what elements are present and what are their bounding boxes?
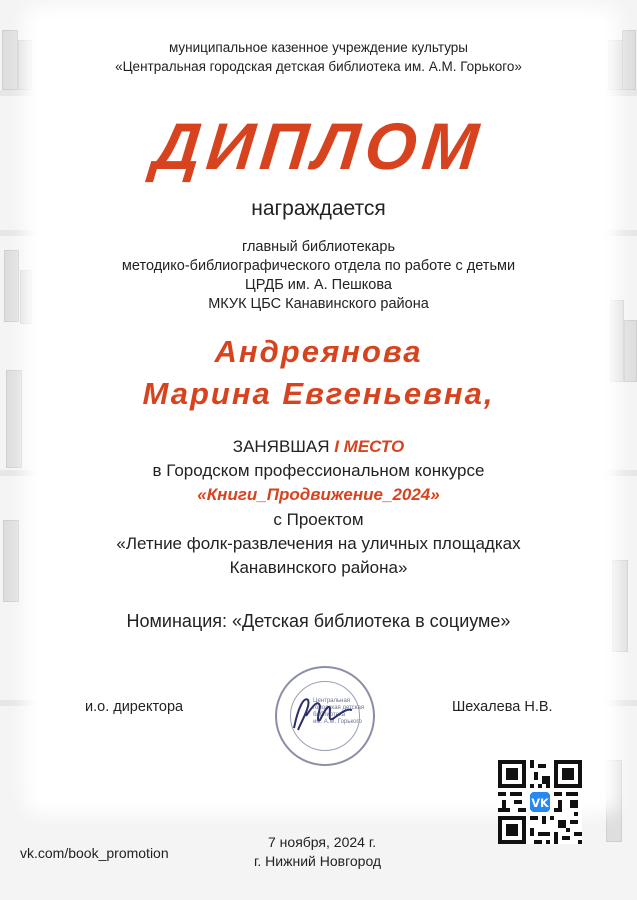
achievement-line-4: с Проектом [273, 510, 364, 529]
contest-name: «Книги_Продвижение_2024» [197, 485, 440, 504]
handwritten-signature [286, 690, 356, 735]
recipient-given-name: Марина Евгеньевна, [142, 376, 495, 411]
awarded-label: награждается [251, 197, 386, 220]
signature-name: Шехалева Н.В. [452, 699, 553, 715]
position-line-1: главный библиотекарь [241, 239, 395, 255]
project-line-1: «Летние фолк-развлечения на уличных площадках [116, 534, 521, 553]
issue-date: 7 ноября, 2024 г. [268, 834, 377, 850]
nomination: Номинация: «Детская библиотека в социуме» [126, 611, 511, 631]
org-line-1: муниципальное казенное учреждение культуры [168, 40, 469, 55]
issue-city: г. Нижний Новгород [254, 853, 382, 869]
diploma-title: ДИПЛОМ [149, 109, 488, 183]
position-line-3: ЦРДБ им. А. Пешкова [245, 277, 392, 293]
achievement-line-1 [0, 437, 637, 457]
vk-link[interactable]: vk.com/book_promotion [20, 845, 169, 861]
stamp-text: Центральная городская детская библиотека им. А.М. Горького [313, 698, 365, 725]
position-line-4: МКУК ЦБС Канавинского района [208, 296, 429, 312]
svg-text:VK: VK [531, 796, 549, 810]
signature-title: и.о. директора [85, 699, 184, 715]
recipient-surname: Андреянова [214, 334, 423, 369]
position-line-2: методико-библиографического отдела по работе с детьми [121, 258, 516, 274]
achievement-place: I МЕСТО [334, 437, 405, 456]
achievement-line-2: в Городском профессиональном конкурсе [152, 461, 485, 480]
project-line-2: Канавинского района» [229, 558, 408, 577]
achievement-prefix: ЗАНЯВШАЯ [232, 437, 330, 456]
qr-code[interactable] [498, 760, 582, 844]
org-line-2: «Центральная городская детская библиотека им. А.М. Горького» [115, 59, 522, 74]
